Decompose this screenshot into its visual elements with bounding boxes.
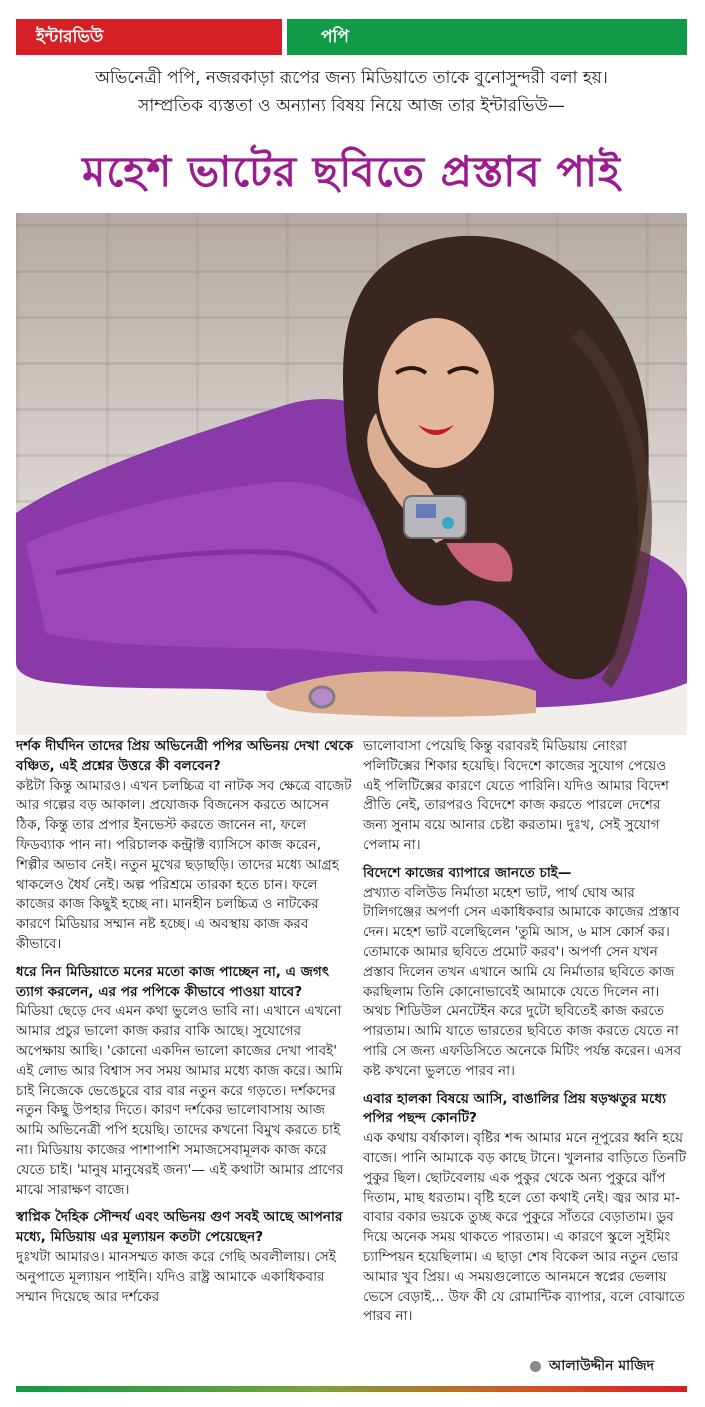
article-column-1 — [16, 737, 354, 1315]
answer-4: প্রখ্যাত বলিউড নির্মাতা মহেশ ভাট, পার্থ ঘোষ আর টালিগঞ্জের অপর্ণা সেন একাধিকবার আমাকে কাজের প্রস্তাব দেন। মহেশ ভাট বলেছিলেন 'তুমি আস, ৬ মাস কোর্স কর। তোমাকে আমার ছবিতে প্রমোট করব'। অপর্ণা সেন যখন প্রস্তাব দিলেন তখন এখানে আমি যে নির্মাতার ছবিতে কাজ করছিলাম তিনি কোনোভাবেই আমাকে যেতে দিলেন না। অথচ শিডিউল মেনটেইন করে দুটো ছবিতেই কাজ করতে পারতাম। আমি যাতে ভারতের ছবিতে কাজ করতে যেতে না পারি সে জন্য এফডিসিতে অনেকে মিটিং পর্যন্ত করেন। এসব কষ্ট কখনো ভুলতে পারব না। — [363, 884, 682, 1079]
portrait-illustration — [16, 213, 687, 735]
portrait-photo — [16, 213, 687, 735]
article-column-2 — [363, 737, 687, 1335]
bullet-icon — [530, 1361, 541, 1372]
subject-label: পপি — [287, 19, 687, 55]
question-3: স্বাপ্নিক দৈহিক সৌন্দর্য এবং অভিনয় গুণ সবই আছে আপনার মধ্যে, মিডিয়ায় এর মূল্যায়ন কতটা পেয়েছেন? — [16, 1209, 343, 1246]
intro-text — [16, 64, 687, 120]
answer-1: কষ্টটা কিন্তু আমারও। এখন চলচ্চিত্র বা নাটক সব ক্ষেত্রে বাজেট আর গল্পের বড় আকাল। প্রযোজক বিজনেস করতে আসেন ঠিক, কিন্তু তার প্রপার ইনভেস্ট করতে জানেন না, ফলে ফিডব্যাক পান না। পরিচালক কন্ট্রাক্ট ব্যাসিসে কাজ করেন, শিল্পীর অভাব নেই। নতুন মুখের ছড়াছড়ি। তাদের মধ্যে আগ্রহ থাকলেও ধৈর্য নেই। অল্প পরিশ্রমে তারকা হতে চান। ফলে কাজের কাজ কিছুই হচ্ছে না। মানহীন চলচ্চিত্র ও নাটকের কারণে মিডিয়ার সম্মান নষ্ট হচ্ছে। এ অবস্থায় কাজ করব কীভাবে। — [16, 777, 352, 952]
author-name: আলাউদ্দীন মাজিদ — [549, 1358, 655, 1374]
answer-2: মিডিয়া ছেড়ে দেব এমন কথা ভুলেও ভাবি না। এখানে এখনো আমার প্রচুর ভালো কাজ করার বাকি আছে। সুযোগের অপেক্ষায় আছি। 'কোনো একদিন ভালো কাজের দেখা পাবই' এই লোভ আর বিশ্বাস সব সময় আমার মধ্যে কাজ করে। আমি চাই নিজেকে ভেঙেচুরে বার বার নতুন করে গড়তে। দর্শকদের নতুন কিছু উপহার দিতে। কারণ দর্শকের ভালোবাসায় আজ আমি অভিনেত্রী পপি হয়েছি। তাদের কখনো বিমুখ করতে চাই না। মিডিয়ায় কাজের পাশাপাশি সমাজসেবামূলক কাজ করে যেতে চাই। 'মানুষ মানুষেরই জন্য'— এই কথাটা আমার প্রাণের মাঝে সারাক্ষণ বাজে। — [16, 1003, 344, 1198]
question-5: এবার হালকা বিষয়ে আসি, বাঙালির প্রিয় ষড়ঋতুর মধ্যে পপির পছন্দ কোনটি? — [363, 1090, 667, 1127]
byline — [530, 1354, 654, 1378]
section-banner — [16, 19, 687, 55]
answer-3: দুঃখটা আমারও। মানসম্মত কাজ করে গেছি অবলীলায়। সেই অনুপাতে মূল্যায়ন পাইনি। যদিও রাষ্ট্র আমাকে একাধিকবার সম্মান দিয়েছে আর দর্শকের — [16, 1248, 336, 1305]
section-label: ইন্টারভিউ — [16, 19, 282, 55]
intro-line-1: অভিনেত্রী পপি, নজরকাড়া রূপের জন্য মিডিয়াতে তাকে বুনোসুন্দরী বলা হয়। — [95, 68, 608, 88]
question-1: দর্শক দীর্ঘদিন তাদের প্রিয় অভিনেত্রী পপির অভিনয় দেখা থেকে বঞ্চিত, এই প্রশ্নের উত্তরে কী বলবেন? — [16, 738, 354, 774]
intro-line-2: সাম্প্রতিক ব্যস্ততা ও অন্যান্য বিষয় নিয়ে আজ তার ইন্টারভিউ— — [138, 96, 565, 116]
headline: মহেশ ভাটের ছবিতে প্রস্তাব পাই — [82, 147, 621, 196]
answer-3-continued: ভালোবাসা পেয়েছি কিন্তু বরাবরই মিডিয়ায় নোংরা পলিটিক্সের শিকার হয়েছি। বিদেশে কাজের সুযোগ পেয়েও এই পলিটিক্সের কারণে যেতে পারিনি। যদিও আমার বিদেশ প্রীতি নেই, তারপরও বিদেশে কাজ করতে পারলে দেশের জন্য সুনাম বয়ে আনার চেষ্টা করতাম। দুঃখ, সেই সুযোগ পেলাম না। — [363, 738, 669, 853]
question-4: বিদেশে কাজের ব্যাপারে জানতে চাই— — [363, 864, 572, 881]
footer-color-bar — [16, 1386, 687, 1392]
question-2: ধরে নিন মিডিয়াতে মনের মতো কাজ পাচ্ছেন না, এ জগৎ ত্যাগ করলেন, এর পর পপিকে কীভাবে পাওয়া যাবে? — [16, 963, 330, 1000]
answer-5: এক কথায় বর্ষাকাল। বৃষ্টির শব্দ আমার মনে নূপুরের ধ্বনি হয়ে বাজে। পানি আমাকে বড় কাছে টানে। খুলনার বাড়িতে তিনটি পুকুর ছিল। ছোটবেলায় এক পুকুর থেকে অন্য পুকুরে ঝাঁপ দিতাম, মাছ ধরতাম। বৃষ্টি হলে তো কথাই নেই। জ্বর আর মা-বাবার বকার ভয়কে তুচ্ছ করে পুকুরে সাঁতরে বেড়াতাম। ডুব দিয়ে অনেক সময় থাকতে পারতাম। এ কারণে স্কুলে সুইমিং চ্যাম্পিয়ন হয়েছিলাম। এ ছাড়া শেষ বিকেল আর নতুন ভোর আমার খুব প্রিয়। এ সময়গুলোতে আনমনে স্বপ্নের ভেলায় ভেসে বেড়াই... উফ কী যে রোমান্টিক ব্যাপার, বলে বোঝাতে পারব না। — [363, 1130, 687, 1325]
